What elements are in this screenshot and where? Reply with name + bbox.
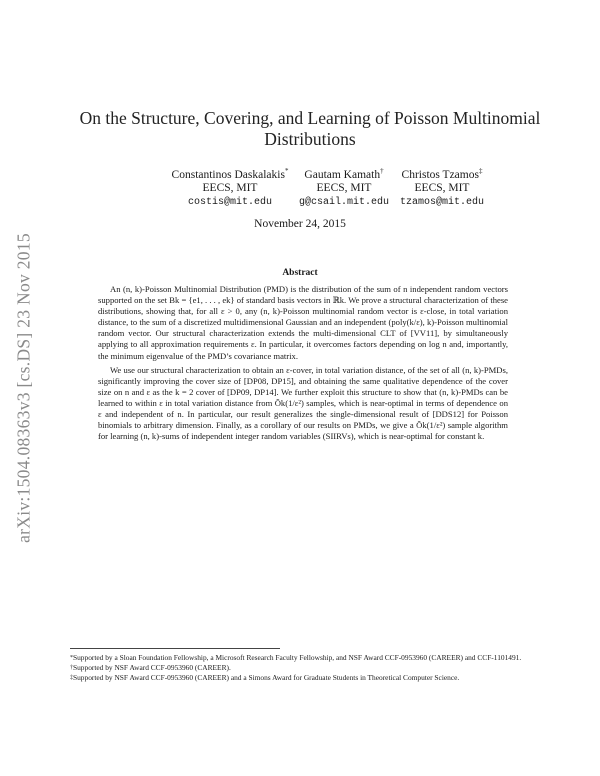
author-email[interactable]: g@csail.mit.edu: [298, 196, 389, 208]
footnote-mark: ‡: [70, 675, 73, 681]
author-name: Christos Tzamos: [401, 168, 479, 181]
footnote-text: Supported by a Sloan Foundation Fellowship, a Microsoft Research Faculty Fellowship, and NSF Award CCF-0953960 (CAREER) and CCF-1101491.: [73, 653, 522, 662]
author-footnote-mark: *: [284, 167, 289, 175]
author-footnote-mark: †: [380, 167, 384, 175]
footnote-text: Supported by NSF Award CCF-0953960 (CAREER).: [73, 663, 231, 672]
publication-date: November 24, 2015: [254, 218, 346, 230]
footnote-text: Supported by NSF Award CCF-0953960 (CAREER) and a Simons Award for Graduate Students in Theoretical Computer Science.: [73, 673, 460, 682]
author-affiliation: EECS, MIT: [316, 182, 372, 195]
abstract-body: [98, 284, 508, 442]
arxiv-identifier: arXiv:1504.08363v3 [cs.DS] 23 Nov 2015: [13, 233, 34, 543]
paper-title: On the Structure, Covering, and Learning of Poisson Multinomial Distributions: [79, 108, 541, 149]
footnote-mark: †: [70, 665, 73, 671]
author-block: [0, 165, 600, 215]
author-tzamos: [362, 165, 522, 209]
footnotes: [70, 653, 536, 683]
footnote: [70, 653, 536, 663]
author-email[interactable]: costis@mit.edu: [187, 196, 272, 208]
author-footnote-mark: ‡: [478, 167, 483, 175]
abstract-heading: Abstract: [282, 268, 318, 278]
footnote: [70, 673, 536, 683]
author-affiliation: EECS, MIT: [202, 182, 258, 195]
author-affiliation: EECS, MIT: [414, 182, 470, 195]
abstract-paragraph: An (n, k)-Poisson Multinomial Distribution (PMD) is the distribution of the sum of n independent random vectors supported on the set Bk = {e1, . . . , ek} of standard basis vectors in ℝk. We prove a structural characterization of these distributions, showing that, for all ε > 0, any (n, k)-Poisson multinomial random vector is ε-close, in total variation distance, to the sum of a discretized multidimensional Gaussian and an independent (poly(k/ε), k)-Poisson multinomial random vector. Our structural characterization extends the multi-dimensional CLT of [VV11], by simultaneously applying to all approximation requirements ε. In particular, it overcomes factors depending on log n and, importantly, the minimum eigenvalue of the PMD’s covariance matrix.: [98, 284, 508, 361]
footnote-mark: *: [70, 655, 73, 661]
author-name: Gautam Kamath: [304, 168, 381, 181]
footnote: [70, 663, 536, 673]
footnote-divider: [70, 648, 280, 649]
author-name: Constantinos Daskalakis: [171, 168, 285, 181]
abstract-paragraph: We use our structural characterization to obtain an ε-cover, in total variation distance, of the set of all (n, k)-PMDs, significantly improving the cover size of [DP08, DP15], and obtaining the same qualitative dependence of the cover size on n and ε as the k = 2 cover of [DP09, DP14]. We further exploit this structure to show that (n, k)-PMDs can be learned to within ε in total variation distance from Õk(1/ε²) samples, which is near-optimal in terms of dependence on ε and independent of n. In particular, our result generalizes the single-dimensional result of [DDS12] for Poisson binomials to arbitrary dimension. Finally, as a corollary of our results on PMDs, we give a Õk(1/ε²) sample algorithm for learning (n, k)-sums of independent integer random variables (SIIRVs), which is near-optimal for constant k.: [98, 364, 508, 442]
author-email[interactable]: tzamos@mit.edu: [399, 196, 484, 208]
